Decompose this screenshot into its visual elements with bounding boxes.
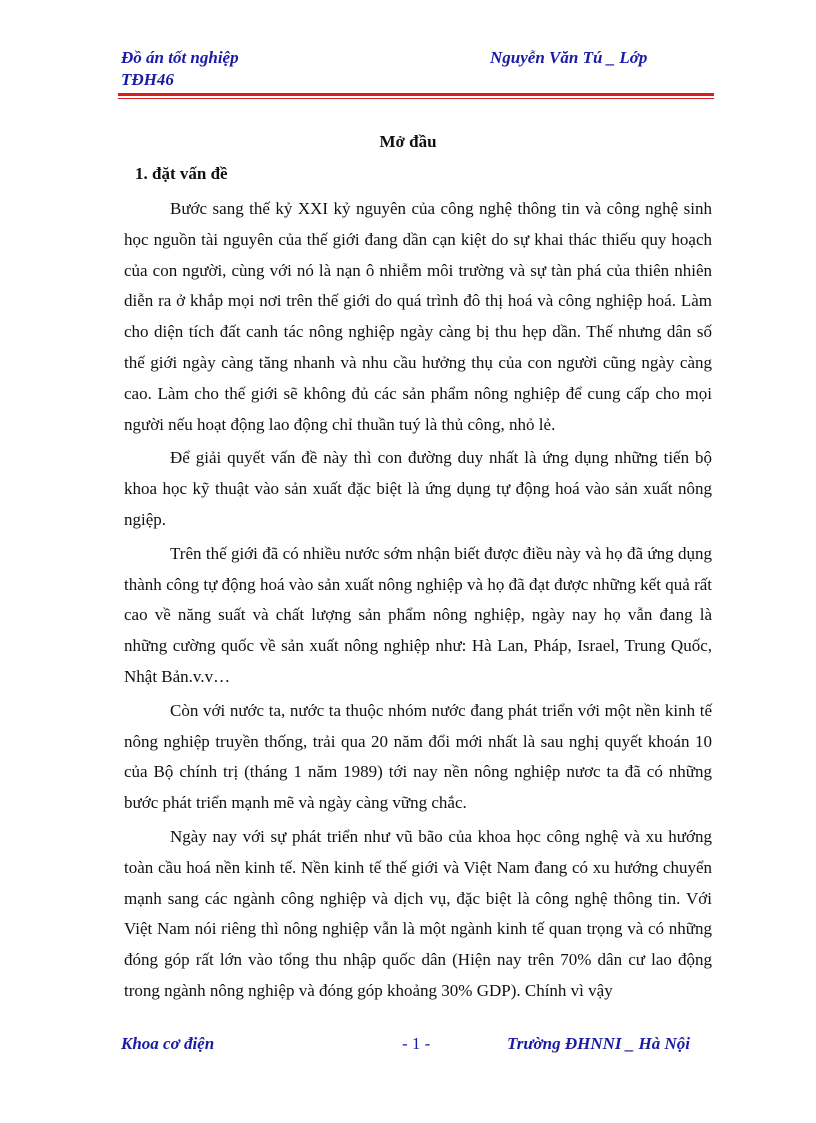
paragraph-1: Bước sang thế kỷ XXI kỷ nguyên của công nghệ thông tin và công nghệ sinh học nguồn tài nguyên của thế giới đang dần cạn kiệt do sự khai thác thiếu quy hoạch của con người, cùng với nó là nạn ô nhiễm môi trường và sự tàn phá của thiên nhiên diễn ra ở khắp mọi nơi trên thế giới do quá trình đô thị hoá và công nghiệp hoá. Làm cho diện tích đất canh tác nông nghiệp ngày càng bị thu hẹp dần. Thế nhưng dân số thế giới ngày càng tăng nhanh và nhu cầu hưởng thụ của con người cũng ngày càng cao. Làm cho thế giới sẽ không đủ các sản phẩm nông nghiệp để cung cấp cho mọi người nếu hoạt động lao động chỉ thuần tuý là thủ công, nhỏ lẻ.	[124, 199, 712, 434]
page-number: - 1 -	[402, 1034, 431, 1053]
header-left: Đồ án tốt nghiệp	[121, 48, 239, 67]
page-title: Mở đầu	[379, 132, 437, 151]
header-rule-thin	[118, 98, 714, 99]
footer-right: Trường ĐHNNI _ Hà Nội	[507, 1034, 691, 1053]
paragraph-3: Trên thế giới đã có nhiều nước sớm nhận biết được điều này và họ đã ứng dụng thành công tự động hoá vào sản xuất nông nghiệp và họ đã đạt được những kết quả rất cao về năng suất và chất lượng sản phẩm nông nghiệp, ngày nay họ vẫn đang là những cường quốc về sản xuất nông nghiệp như: Hà Lan, Pháp, Israel, Trung Quốc, Nhật Bản.v.v…	[124, 543, 712, 686]
body-text	[124, 194, 712, 1007]
footer-left: Khoa cơ điện	[121, 1034, 215, 1053]
paragraph-2: Để giải quyết vấn đề này thì con đường duy nhất là ứng dụng những tiến bộ khoa học kỹ thuật vào sản xuất đặc biệt là ứng dụng tự động hoá vào sản xuất nông ngiệp.	[124, 448, 712, 529]
header-class: TĐH46	[121, 70, 174, 89]
header-right: Nguyễn Văn Tú _ Lớp	[490, 48, 648, 67]
paragraph-4: Còn với nước ta, nước ta thuộc nhóm nước đang phát triển với một nền kinh tế nông nghiệp truyền thống, trải qua 20 năm đổi mới nhất là sau nghị quyết khoán 10 của Bộ chính trị (tháng 1 năm 1989) tới nay nền nông nghiệp nươc ta đã có những bước phát triển mạnh mẽ và ngày càng vững chắc.	[124, 700, 712, 813]
section-heading: 1. đặt vấn đề	[135, 164, 228, 183]
paragraph-5: Ngày nay với sự phát triển như vũ bão của khoa học công nghệ và xu hướng toàn cầu hoá nền kinh tế. Nền kinh tế thế giới và Việt Nam đang có xu hướng chuyển mạnh sang các ngành công nghiệp và dịch vụ, đặc biệt là công nghệ thông tin. Với Việt Nam nói riêng thì nông nghiệp vẫn là một ngành kinh tế quan trọng và có những đóng góp rất lớn vào tổng thu nhập quốc dân (Hiện nay trên 70% dân cư lao động trong ngành nông nghiệp và đóng góp khoảng 30% GDP). Chính vì vậy	[124, 826, 712, 1000]
header-rule-thick	[118, 93, 714, 96]
